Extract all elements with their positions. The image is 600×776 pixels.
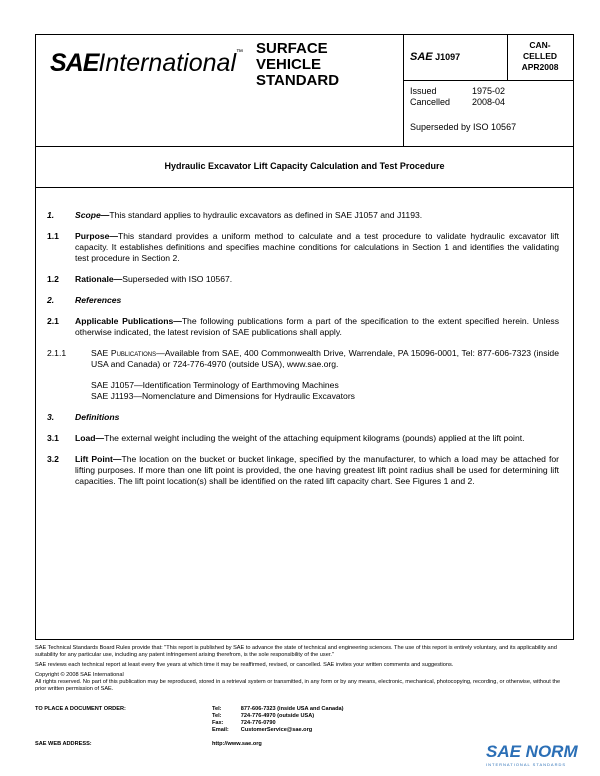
- tel2-label: Tel:: [212, 713, 222, 719]
- header-divider: [403, 35, 404, 146]
- section-heading: Rationale—: [75, 274, 123, 284]
- section-heading: Definitions: [75, 412, 120, 422]
- document-type-line3: STANDARD: [256, 72, 340, 89]
- section-heading: Load—: [75, 433, 105, 443]
- header-divider: [403, 80, 573, 81]
- tel2-value[interactable]: 724-776-4970 (outside USA): [240, 713, 315, 719]
- fax-value: 724-776-0790: [240, 720, 276, 726]
- tel-label: Tel:: [212, 706, 222, 712]
- cancelled-line2: CELLED: [523, 51, 557, 61]
- section-heading: Applicable Publications—: [75, 316, 182, 326]
- email-link[interactable]: CustomerService@sae.org: [240, 727, 313, 733]
- issued-value: 1975-02: [472, 86, 506, 96]
- section-1: [47, 210, 559, 221]
- logo-sae: SAE: [50, 49, 99, 77]
- document-title: Hydraulic Excavator Lift Capacity Calculation and Test Procedure: [164, 161, 445, 171]
- section-text: Superseded with ISO 10567.: [122, 274, 233, 284]
- cancelled-line1: CAN-: [529, 40, 551, 50]
- section-number: 3.: [47, 412, 55, 422]
- section-heading: Purpose—: [75, 231, 118, 241]
- web-label: SAE WEB ADDRESS:: [35, 741, 92, 747]
- document-frame: [35, 34, 574, 640]
- section-number: 2.1.1: [47, 348, 67, 358]
- section-text: The location on the bucket or bucket linkage, specified by the manufacturer, to which a load may be attached for lifting purposes. If more than one lift point is provided, the one having greatest lift point radius shall be used for determining lift capacities. The lift point location(s) shall be identified on the rated lift capacity chart. See Figures 1 and 2.: [75, 454, 559, 486]
- header-block: [36, 35, 573, 147]
- document-type-line2: VEHICLE: [256, 56, 322, 73]
- section-number: 3.1: [47, 433, 59, 443]
- publication-item: SAE J1057—Identification Terminology of Earthmoving Machines: [91, 380, 339, 390]
- section-2-1: [47, 316, 559, 338]
- doc-number: J1097: [435, 52, 461, 62]
- email-label: Email:: [212, 727, 229, 733]
- document-type-line1: SURFACE: [256, 40, 328, 57]
- publication-list: [91, 380, 559, 402]
- cancelled-label: Cancelled: [410, 97, 451, 107]
- section-2: [47, 295, 559, 306]
- document-number: [410, 51, 460, 63]
- sae-international-logo: [50, 49, 243, 78]
- footer-rights: All rights reserved. No part of this publication may be reproduced, stored in a retrieval system or transmitted, in any form or by any means, electronic, mechanical, photocopying, recording, or otherwise, without the prior written permission of SAE.: [35, 679, 561, 692]
- doc-prefix: SAE: [410, 51, 433, 63]
- section-heading: Scope—: [75, 210, 110, 220]
- web-link[interactable]: http://www.sae.org: [212, 741, 262, 747]
- superseded-note: Superseded by ISO 10567: [410, 122, 517, 132]
- section-heading: SAE Publications: [91, 348, 157, 358]
- footer-review: SAE reviews each technical report at least every five years at which time it may be reaffirmed, revised, or cancelled. SAE invites your written comments and suggestions.: [35, 662, 454, 668]
- cancelled-value: 2008-04: [472, 97, 506, 107]
- logo-international: International: [98, 49, 237, 77]
- section-number: 1.2: [47, 274, 59, 284]
- sae-norm-logo: SAE NORM: [486, 742, 578, 761]
- contact-table: [212, 706, 356, 734]
- footer-rules: SAE Technical Standards Board Rules provide that: "This report is published by SAE to advance the state of technical and engineering sciences. The use of this report is entirely voluntary, and its applicability and suitability for any particular use, including any patent infringement arising therefrom, is the sole responsibility of the user.": [35, 645, 557, 658]
- document-body: [47, 210, 559, 497]
- section-text: This standard provides a uniform method to calculate and a test procedure to validate hydraulic excavator lift capacity. It establishes definitions and specifies machine conditions for calculations in Section 1 and identifies the validating test procedure in Section 2.: [75, 231, 559, 263]
- section-text: The following publications form a part of the specification to the extent specified herein. Unless otherwise indicated, the latest revision of SAE publications shall apply.: [75, 316, 559, 337]
- section-number: 3.2: [47, 454, 59, 464]
- section-3-1: [47, 433, 559, 444]
- sae-norm-subtitle: INTERNATIONAL STANDARDS: [486, 762, 567, 767]
- section-heading: References: [75, 295, 122, 305]
- section-1-2: [47, 274, 559, 285]
- section-text: The external weight including the weight of the attaching equipment kilograms (pounds) applied at the lift point.: [104, 433, 525, 443]
- dates-table: [410, 86, 505, 108]
- cancelled-line3: APR2008: [521, 62, 559, 72]
- footer-notice: [35, 645, 572, 696]
- title-divider: [36, 187, 573, 188]
- publication-item: SAE J1193—Nomenclature and Dimensions for Hydraulic Excavators: [91, 391, 355, 401]
- section-1-1: [47, 231, 559, 264]
- section-text: This standard applies to hydraulic excavators as defined in SAE J1057 and J1193.: [109, 210, 423, 220]
- order-label: TO PLACE A DOCUMENT ORDER:: [35, 706, 126, 712]
- section-3-2: [47, 454, 559, 487]
- footer-copyright: Copyright © 2008 SAE International: [35, 672, 124, 678]
- cancelled-stamp: [508, 40, 572, 73]
- section-3: [47, 412, 559, 423]
- section-number: 2.1: [47, 316, 59, 326]
- logo-trademark: ™: [236, 49, 244, 56]
- tel-value[interactable]: 877-606-7323 (inside USA and Canada): [240, 706, 344, 712]
- section-2-1-1: [47, 348, 559, 370]
- document-type: [256, 41, 339, 89]
- issued-label: Issued: [410, 86, 437, 96]
- fax-label: Fax:: [212, 720, 224, 726]
- section-text: —Available from SAE, 400 Commonwealth Drive, Warrendale, PA 15096-0001, Tel: 877-606-7323 (inside USA and Canada) or 724-776-4970 (outside USA), www.sae.org.: [91, 348, 559, 369]
- section-number: 1.: [47, 210, 55, 220]
- section-number: 2.: [47, 295, 55, 305]
- section-number: 1.1: [47, 231, 59, 241]
- section-heading: Lift Point—: [75, 454, 122, 464]
